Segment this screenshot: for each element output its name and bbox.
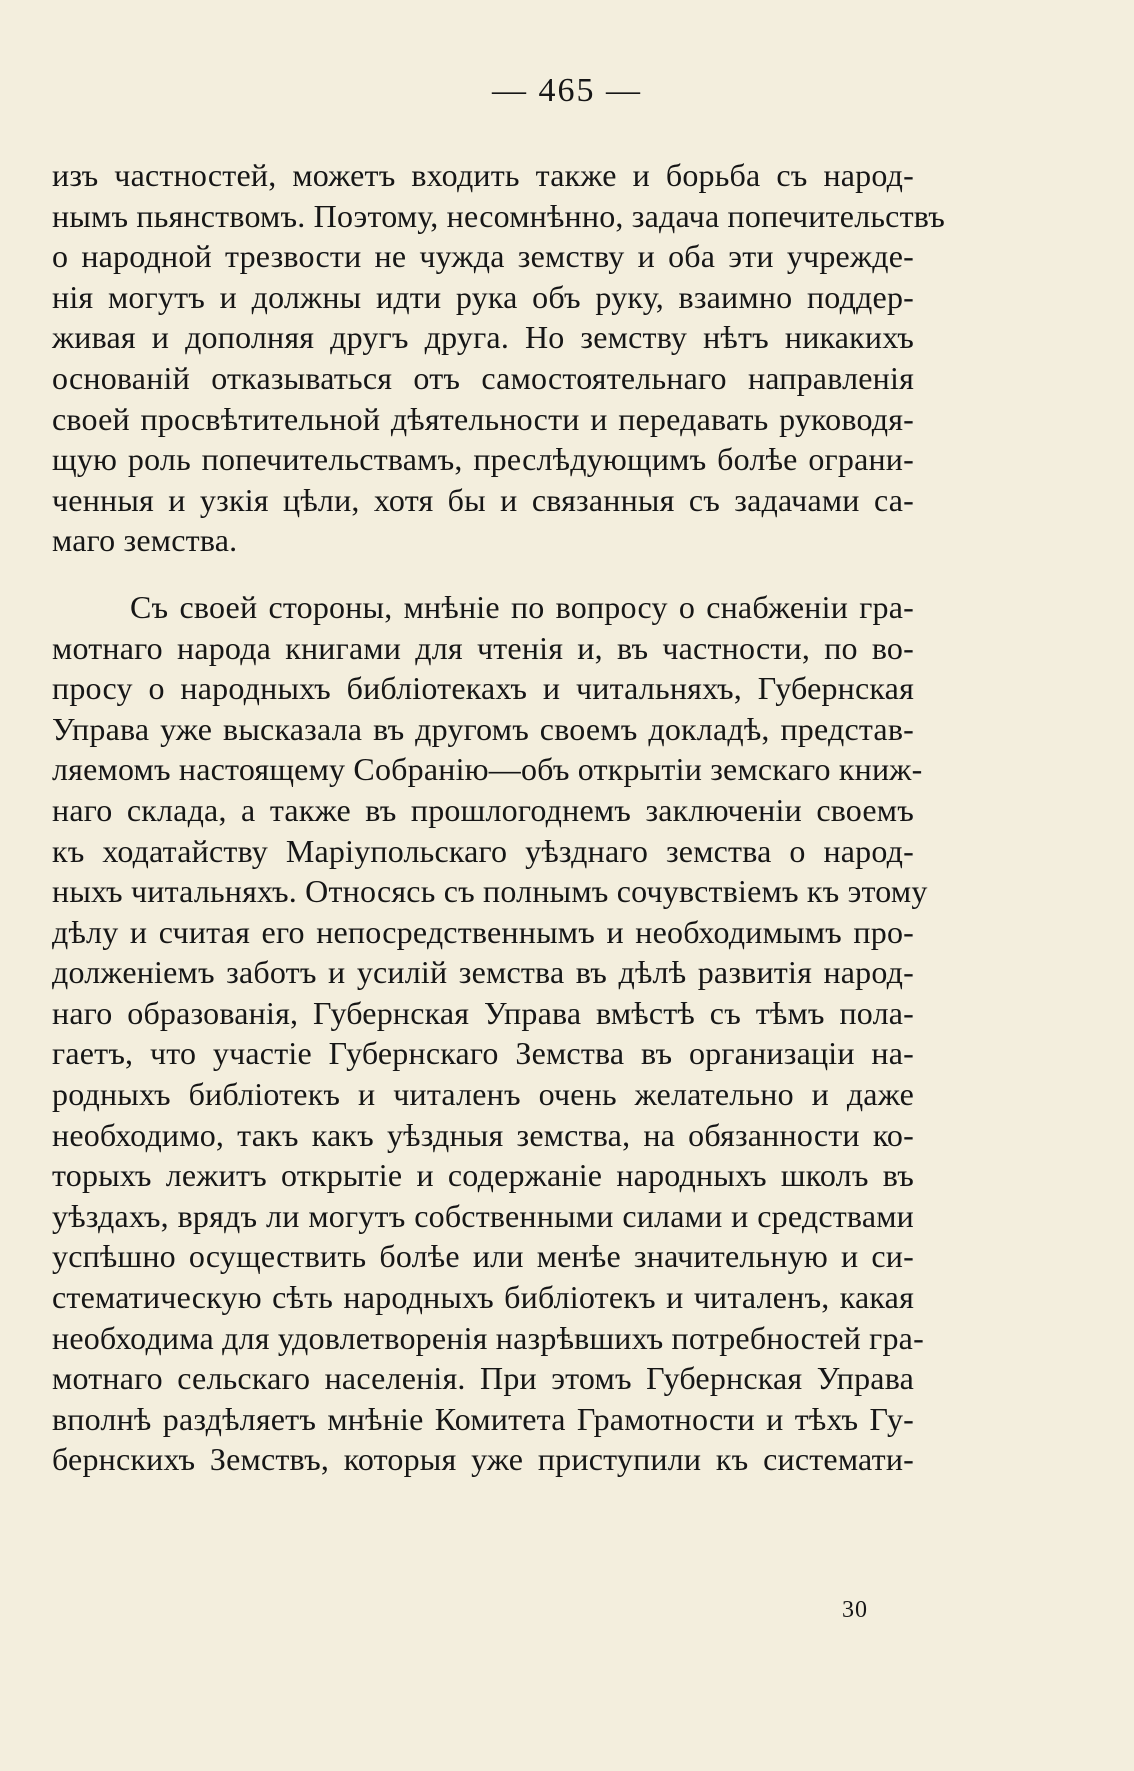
signature-mark: 30 — [842, 1597, 868, 1623]
text-line: гаетъ, что участіе Губернскаго Земства въ организаціи на- — [52, 1035, 914, 1072]
text-line: наго склада, а также въ прошлогоднемъ заключеніи своемъ — [52, 791, 914, 828]
text-line: просу о народныхъ библіотекахъ и читальняхъ, Губернская — [52, 670, 914, 707]
text-line: успѣшно осуществить болѣе или менѣе значительную и си- — [52, 1238, 914, 1275]
text-line: долженіемъ заботъ и усилій земства въ дѣлѣ развитія народ- — [52, 954, 914, 991]
text-line: мотнаго сельскаго населенія. При этомъ Губернская Управа — [52, 1360, 914, 1397]
text-line: вполнѣ раздѣляетъ мнѣніе Комитета Грамотности и тѣхъ Гу- — [52, 1400, 914, 1437]
text-line: нія могутъ и должны идти рука объ руку, взаимно поддер- — [52, 278, 914, 315]
text-line: къ ходатайству Маріупольскаго уѣзднаго земства о народ- — [52, 832, 914, 869]
text-line: изъ частностей, можетъ входить также и борьба съ народ- — [52, 157, 914, 193]
text-line: своей просвѣтительной дѣятельности и передавать руководя- — [52, 400, 914, 437]
text-line: Съ своей стороны, мнѣніе по вопросу о снабженіи гра- — [130, 588, 914, 625]
text-line: родныхъ библіотекъ и читаленъ очень желательно и даже — [52, 1076, 914, 1113]
text-line: ляемомъ настоящему Собранію—объ открытіи земскаго книж- — [52, 751, 923, 788]
text-line: ныхъ читальняхъ. Относясь съ полнымъ сочувствіемъ къ этому — [52, 873, 928, 910]
text-line: щую роль попечительствамъ, преслѣдующимъ болѣе ограни- — [52, 441, 914, 478]
text-line: необходимо, такъ какъ уѣздныя земства, на обязанности ко- — [52, 1116, 914, 1153]
paragraph-gap — [52, 561, 914, 587]
text-line: Управа уже высказала въ другомъ своемъ докладѣ, представ- — [52, 710, 914, 747]
text-line: мотнаго народа книгами для чтенія и, въ частности, по во- — [52, 629, 914, 666]
text-line: нымъ пьянствомъ. Поэтому, несомнѣнно, задача попечительствъ — [52, 197, 946, 234]
text-line: ченныя и узкія цѣли, хотя бы и связанныя съ задачами са- — [52, 481, 914, 518]
body-text — [52, 155, 946, 1480]
text-line: бернскихъ Земствъ, которыя уже приступили къ системати- — [52, 1441, 914, 1478]
text-line: дѣлу и считая его непосредственнымъ и необходимымъ про- — [52, 913, 914, 950]
text-line: стематическую сѣть народныхъ библіотекъ и читаленъ, какая — [52, 1279, 914, 1316]
text-line: наго образованія, Губернская Управа вмѣстѣ съ тѣмъ пола- — [52, 994, 914, 1031]
text-line: маго земства. — [52, 522, 238, 559]
text-line: о народной трезвости не чужда земству и оба эти учрежде- — [52, 238, 914, 275]
text-line: уѣздахъ, врядъ ли могутъ собственными силами и средствами — [52, 1197, 914, 1234]
text-line: живая и дополняя другъ друга. Но земству нѣтъ никакихъ — [52, 319, 914, 356]
text-line: торыхъ лежитъ открытіе и содержаніе народныхъ школъ въ — [52, 1157, 914, 1194]
text-line: основаній отказываться отъ самостоятельнаго направленія — [52, 359, 914, 396]
page-number: — 465 — — [492, 72, 642, 109]
text-line: необходима для удовлетворенія назрѣвшихъ потребностей гра- — [52, 1319, 924, 1356]
